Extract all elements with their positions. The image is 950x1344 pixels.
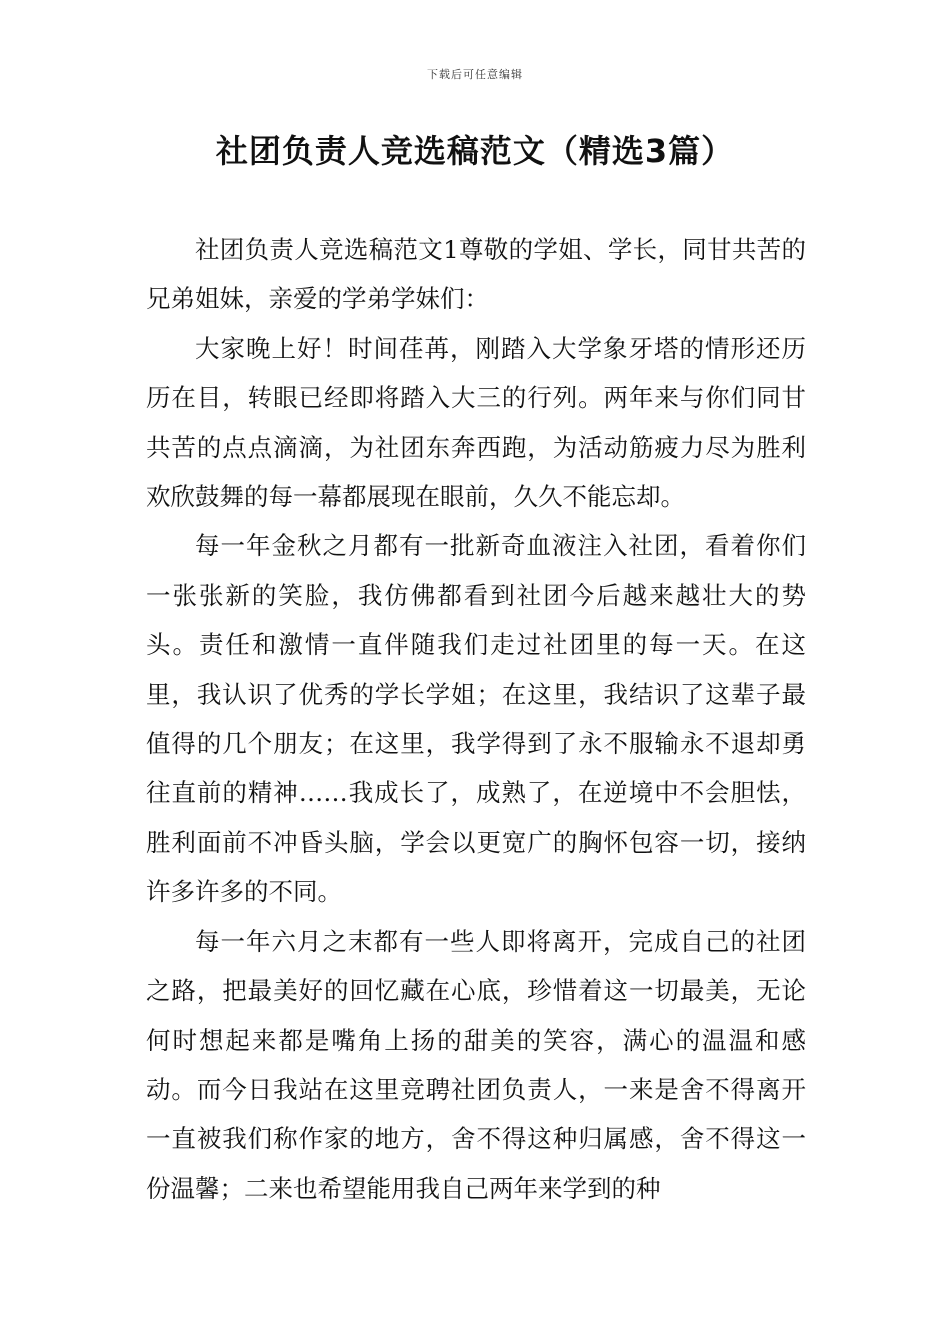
document-title: 社团负责人竞选稿范文（精选3篇） <box>215 132 735 170</box>
paragraph-2: 大家晚上好！时间荏苒，刚踏入大学象牙塔的情形还历历在目，转眼已经即将踏入大三的行列。两年来与你们同甘共苦的点点滴滴，为社团东奔西跑，为活动筋疲力尽为胜利欢欣鼓舞的每一幕都展现在眼前，久久不能忘却。 <box>146 333 806 512</box>
header-note: 下载后可任意编辑 <box>427 68 523 81</box>
paragraph-3: 每一年金秋之月都有一批新奇血液注入社团，看着你们一张张新的笑脸，我仿佛都看到社团今后越来越壮大的势头。责任和激情一直伴随我们走过社团里的每一天。在这里，我认识了优秀的学长学姐；在这里，我结识了这辈子最值得的几个朋友；在这里，我学得到了永不服输永不退却勇往直前的精神……我成长了，成熟了，在逆境中不会胆怯，胜利面前不冲昏头脑，学会以更宽广的胸怀包容一切，接纳许多许多的不同。 <box>146 531 806 907</box>
document-body <box>146 225 806 1213</box>
paragraph-1: 社团负责人竞选稿范文1尊敬的学姐、学长，同甘共苦的兄弟姐妹，亲爱的学弟学妹们： <box>146 235 806 314</box>
paragraph-4: 每一年六月之末都有一些人即将离开，完成自己的社团之路，把最美好的回忆藏在心底，珍惜着这一切最美，无论何时想起来都是嘴角上扬的甜美的笑容，满心的温温和感动。而今日我站在这里竞聘社团负责人，一来是舍不得离开一直被我们称作家的地方，舍不得这种归属感，舍不得这一份温馨；二来也希望能用我自己两年来学到的种 <box>146 926 806 1203</box>
